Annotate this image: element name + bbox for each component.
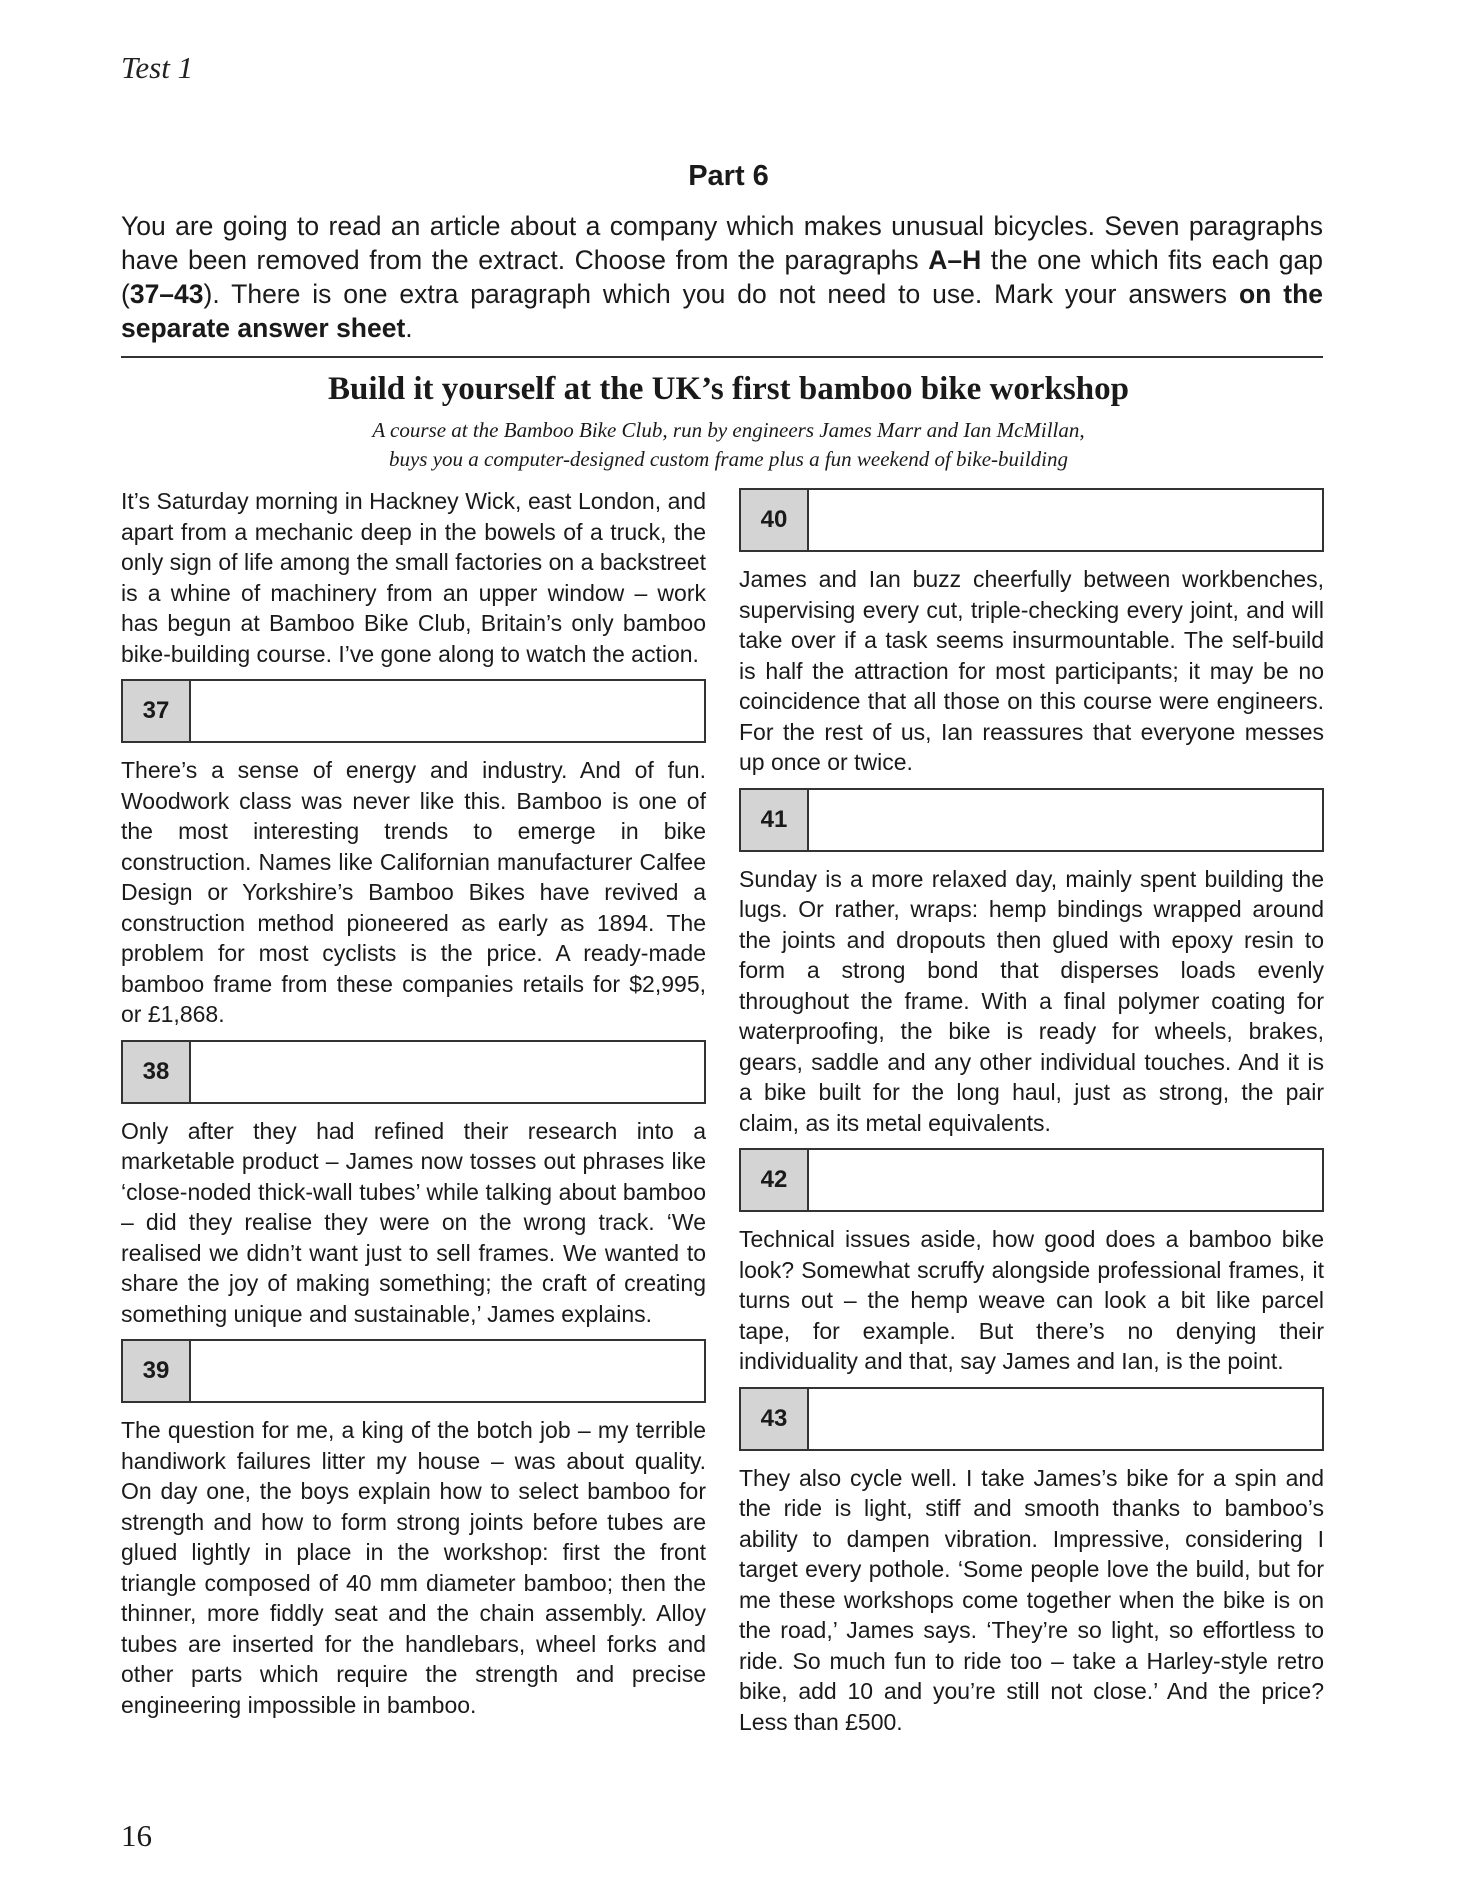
gap-number: 40	[741, 490, 809, 550]
gap-40[interactable]	[739, 488, 1324, 552]
gap-number: 39	[123, 1341, 191, 1401]
gap-answer-box[interactable]	[191, 1341, 704, 1401]
gap-37[interactable]	[121, 679, 706, 743]
left-column	[121, 486, 706, 1720]
instructions-bold: A–H	[928, 245, 982, 275]
gap-answer-box[interactable]	[809, 490, 1322, 550]
gap-number: 37	[123, 681, 191, 741]
gap-39[interactable]	[121, 1339, 706, 1403]
part-title: Part 6	[688, 160, 769, 192]
gap-answer-box[interactable]	[191, 1042, 704, 1102]
right-column	[739, 486, 1324, 1737]
gap-answer-box[interactable]	[809, 790, 1322, 850]
paragraph: Technical issues aside, how good does a bamboo bike look? Somewhat scruffy alongside professional frames, it turns out – the hemp weave can look a bit like parcel tape, for example. But there’s no denying their individuality and that, say James and Ian, is the point.	[739, 1226, 1324, 1374]
article-subtitle	[0, 416, 1457, 474]
gap-number: 42	[741, 1150, 809, 1210]
instructions-text: You are going to read an article about a company which makes unusual bicycles. Seven paragraphs have been removed from the extract. Choose from the paragraphs	[121, 211, 1323, 275]
instructions-bold: on the separate answer sheet	[121, 279, 1323, 343]
paragraph: Only after they had refined their research into a marketable product – James now tosses out phrases like ‘close-noded thick-wall tubes’ while talking about bamboo – did they realise they were on the wrong track. ‘We realised we didn’t want just to sell frames. We wanted to share the joy of making something; the craft of creating something unique and sustainable,’ James explains.	[121, 1117, 706, 1327]
paragraph: The question for me, a king of the botch job – my terrible handiwork failures litter my house – was about quality. On day one, the boys explain how to select bamboo for strength and how to form strong joints before tubes are glued lightly in place in the workshop: first the front triangle composed of 40 mm diameter bamboo; then the thinner, more fiddly seat and the chain assembly. Alloy tubes are inserted for the handlebars, wheel forks and other parts which require the strength and precise engineering impossible in bamboo.	[121, 1417, 706, 1718]
gap-answer-box[interactable]	[809, 1389, 1322, 1449]
gap-41[interactable]	[739, 788, 1324, 852]
running-head: Test 1	[121, 50, 194, 85]
subtitle-line: buys you a computer-designed custom frame plus a fun weekend of bike-building	[388, 447, 1069, 471]
instructions-text: the one which fits each gap (	[121, 245, 1323, 309]
divider	[121, 356, 1323, 358]
paragraph: Sunday is a more relaxed day, mainly spent building the lugs. Or rather, wraps: hemp bindings wrapped around the joints and dropouts then glued with epoxy resin to form a strong bond that disperses loads evenly throughout the frame. With a final polymer coating for waterproofing, the bike is ready for wheels, brakes, gears, saddle and any other individual touches. And it is a bike built for the long haul, just as strong, the pair claim, as its metal equivalents.	[739, 865, 1324, 1136]
gap-number: 38	[123, 1042, 191, 1102]
subtitle-line: A course at the Bamboo Bike Club, run by engineers James Marr and Ian McMillan,	[372, 418, 1085, 442]
page-number: 16	[121, 1818, 152, 1853]
instructions-text: ). There is one extra paragraph which you do not need to use. Mark your answers	[203, 279, 1239, 309]
gap-38[interactable]	[121, 1040, 706, 1104]
gap-answer-box[interactable]	[809, 1150, 1322, 1210]
paragraph: It’s Saturday morning in Hackney Wick, east London, and apart from a mechanic deep in the bowels of a truck, the only sign of life among the small factories on a backstreet is a whine of machinery from an upper window – work has begun at Bamboo Bike Club, Britain’s only bamboo bike-building course. I’ve gone along to watch the action.	[121, 488, 706, 667]
paragraph: There’s a sense of energy and industry. And of fun. Woodwork class was never like this. Bamboo is one of the most interesting trends to emerge in bike construction. Names like Californian manufacturer Calfee Design or Yorkshire’s Bamboo Bikes have revived a construction method pioneered as early as 1894. The problem for most cyclists is the price. A ready-made bamboo frame from these companies retails for $2,995, or £1,868.	[121, 757, 706, 1027]
gap-43[interactable]	[739, 1387, 1324, 1451]
article-title: Build it yourself at the UK’s first bamboo bike workshop	[328, 371, 1129, 407]
paragraph: They also cycle well. I take James’s bike for a spin and the ride is light, stiff and smooth thanks to bamboo’s ability to dampen vibration. Impressive, considering I target every pothole. ‘Some people love the build, but for me these workshops come together when the bike is on the road,’ James says. ‘They’re so light, so effortless to ride. So much fun to ride too – take a Harley-style retro bike, add 10 and you’re still not close.’ And the price? Less than £500.	[739, 1464, 1324, 1735]
gap-number: 41	[741, 790, 809, 850]
gap-answer-box[interactable]	[191, 681, 704, 741]
instructions-bold: 37–43	[129, 279, 204, 309]
gap-42[interactable]	[739, 1148, 1324, 1212]
instructions-text: .	[405, 313, 413, 343]
gap-number: 43	[741, 1389, 809, 1449]
paragraph: James and Ian buzz cheerfully between workbenches, supervising every cut, triple-checking every joint, and will take over if a task seems insurmountable. The self-build is half the attraction for most participants; it may be no coincidence that all those on this course were engineers. For the rest of us, Ian reassures that everyone messes up once or twice.	[739, 566, 1324, 775]
instructions	[121, 209, 1323, 345]
